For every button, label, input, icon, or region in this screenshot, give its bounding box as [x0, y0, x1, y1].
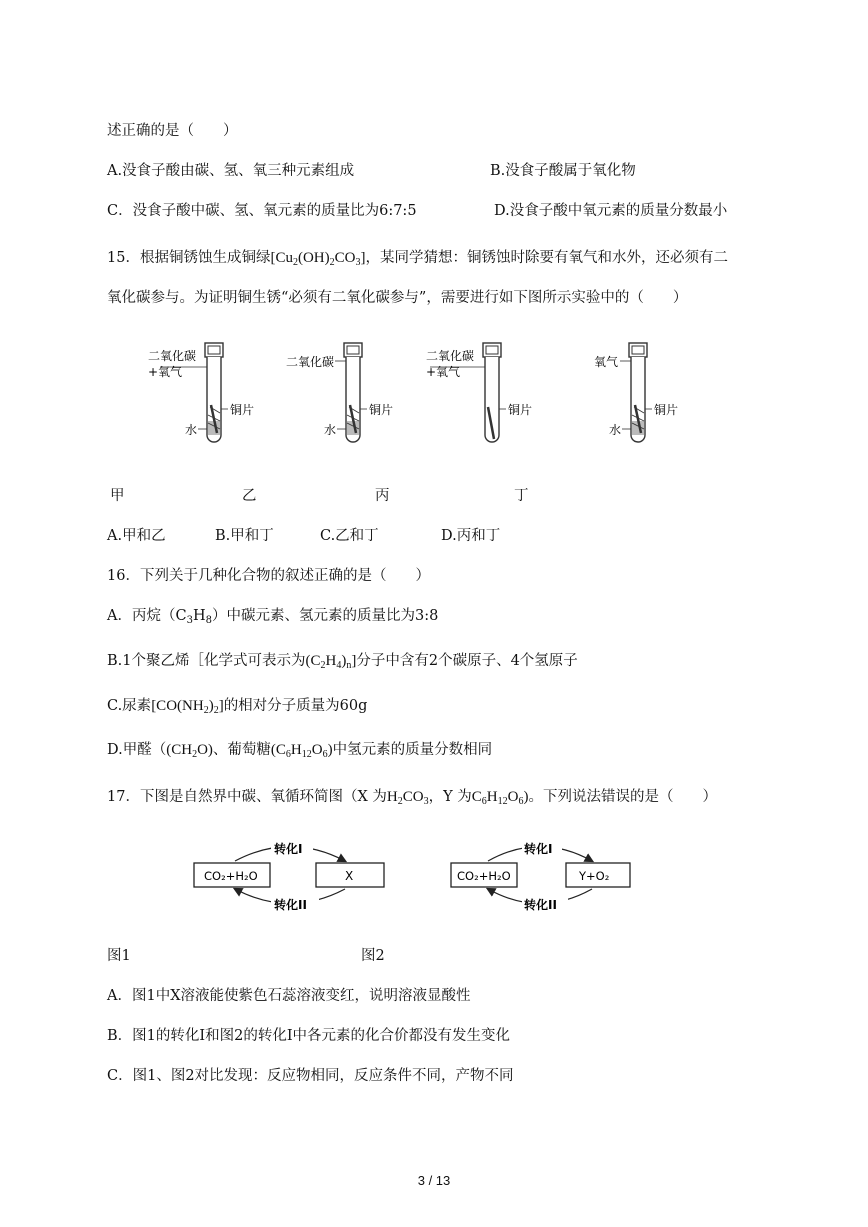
tube-label-jia: 甲	[110, 488, 125, 504]
q15-option-a: A.甲和乙	[107, 528, 166, 544]
glucose-formula: $(C_6H_{12}O_6)$	[270, 742, 333, 760]
fig2-top-label: 转化I	[524, 842, 553, 856]
q15-option-b: B.甲和丁	[215, 528, 274, 544]
q15-option-c: C.乙和丁	[320, 528, 379, 544]
q17-option-a: A．图1中X溶液能使紫色石蕊溶液变红，说明溶液显酸性	[107, 988, 471, 1004]
malachite-formula: $[Cu_2(OH)_2CO_3]$	[270, 250, 366, 268]
q15-option-d: D.丙和丁	[441, 528, 501, 544]
q17-option-b: B．图1的转化I和图2的转化I中各元素的化合价都没有发生变化	[107, 1028, 511, 1044]
tube-bing-gas-2: +氧气	[426, 365, 461, 379]
fig2-right-box: Y+O₂	[579, 869, 610, 883]
tube-bing	[426, 343, 532, 442]
q14-option-d: D.没食子酸中氧元素的质量分数最小	[494, 203, 728, 219]
q15-tube-figure	[0, 335, 868, 465]
tube-yi-water: 水	[324, 423, 337, 437]
urea-formula: $[CO(NH_2)_2]$	[151, 698, 224, 716]
tube-bing-copper: 铜片	[508, 403, 533, 417]
glucose-formula-y: $C_6H_{12}O_6$)	[471, 789, 529, 807]
q14-option-c: C．没食子酸中碳、氢、氧元素的质量比为6:7:5	[107, 203, 417, 219]
tube-ding-water: 水	[609, 423, 622, 437]
polyethylene-formula: $(C_2H_4)_n$]	[305, 653, 357, 671]
tube-bing-gas-1: 二氧化碳	[426, 349, 475, 363]
tube-jia-water: 水	[185, 423, 198, 437]
fig2-caption: 图2	[361, 948, 385, 964]
fig1-bottom-label: 转化II	[274, 898, 307, 912]
q17-cycle-figure	[0, 830, 868, 930]
cycle-figure-2	[451, 840, 630, 912]
q17-option-c: C．图1、图2对比发现：反应物相同，反应条件不同，产物不同	[107, 1068, 514, 1084]
q14-option-a: A.没食子酸由碳、氢、氧三种元素组成	[107, 163, 355, 179]
fig1-right-box: X	[345, 869, 354, 883]
q15-stem-line1: 15．根据铜锈蚀生成铜绿$[Cu_2(OH)_2CO_3]$，某同学猜想：铜锈蚀时除要有氧气和水外，还必须有二	[107, 250, 728, 268]
tube-jia-copper: 铜片	[230, 403, 255, 417]
q16-option-b: B.1个聚乙烯［化学式可表示为$(C_2H_4)_n$]分子中含有2个碳原子、4个氢原子	[107, 653, 578, 671]
fig1-left-box: CO₂+H₂O	[204, 869, 258, 883]
tube-label-ding: 丁	[514, 488, 529, 504]
q16-option-d: D.甲醛（$(CH_2O)$、葡萄糖$(C_6H_{12}O_6)$中氢元素的质量分数相同	[107, 742, 493, 760]
tube-label-yi: 乙	[242, 488, 257, 504]
tube-yi	[286, 343, 393, 442]
fig1-top-label: 转化I	[274, 842, 303, 856]
tube-yi-gas-1: 二氧化碳	[286, 355, 335, 369]
q17-stem: 17．下图是自然界中碳、氧循环简图（X 为$H_2CO_3$，Y 为$C_6H_{12}O_6$)。下列说法错误的是（ ）	[107, 789, 717, 807]
q14-option-b: B.没食子酸属于氧化物	[490, 163, 636, 179]
q15-stem-line2: 氧化碳参与。为证明铜生锈“必须有二氧化碳参与”，需要进行如下图所示实验中的（ ）	[107, 290, 688, 306]
fig1-caption: 图1	[107, 948, 131, 964]
page-number: 3 / 13	[417, 1173, 451, 1188]
tube-yi-copper: 铜片	[369, 403, 394, 417]
tube-ding	[594, 343, 678, 442]
tube-ding-gas-1: 氧气	[594, 355, 619, 369]
tube-jia-gas-2: +氧气	[148, 365, 183, 379]
q16-option-a: A．丙烷$(C_3H_8)$中碳元素、氢元素的质量比为3:8	[107, 608, 439, 626]
q14-stem-tail: 述正确的是（ ）	[107, 123, 238, 139]
q16-option-c: C.尿素$[CO(NH_2)_2]$的相对分子质量为60g	[107, 698, 368, 716]
fig2-bottom-label: 转化II	[524, 898, 557, 912]
formaldehyde-formula: $(CH_2O)$	[166, 742, 213, 760]
fig2-left-box: CO₂+H₂O	[457, 869, 511, 883]
tube-jia-gas-1: 二氧化碳	[148, 349, 197, 363]
tube-label-bing: 丙	[375, 488, 390, 504]
q16-stem: 16．下列关于几种化合物的叙述正确的是（ ）	[107, 568, 430, 584]
tube-ding-copper: 铜片	[654, 403, 679, 417]
tube-jia	[148, 343, 254, 442]
cycle-figure-1	[194, 840, 384, 912]
carbonic-acid-formula: $H_2CO_3$	[386, 789, 429, 807]
